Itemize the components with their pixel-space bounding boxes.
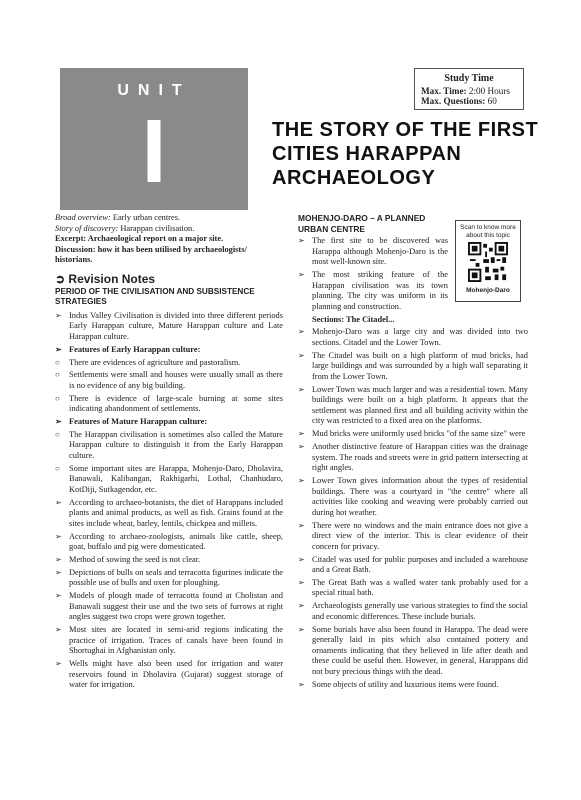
list-item — [55, 555, 283, 566]
arrow-bullet-icon: ➢ — [298, 350, 305, 360]
list-item — [298, 270, 448, 312]
arrow-bullet-icon: ➢ — [55, 310, 62, 320]
list-item-text: Some burials have also been found in Harappa. The dead were generally laid in pits which also contained pottery and ornaments indicating that they believed in life after death and these could be useful then. However, in general, Harappans did not bury precious things with the dead. — [312, 624, 528, 676]
broad-label: Broad overview: — [55, 213, 111, 222]
arrow-bullet-icon: ➢ — [298, 475, 305, 485]
circle-bullet-icon: ○ — [55, 429, 60, 439]
list-item — [55, 568, 283, 589]
max-time-row — [421, 86, 517, 96]
right-column — [298, 213, 528, 693]
list-item-text: Another distinctive feature of Harappan cities was the drainage system. The roads and streets were in grid pattern intersecting at right angles. — [312, 442, 528, 473]
list-item — [298, 429, 528, 440]
list-item-text: Lower Town was much larger and was a residential town. Many buildings were built on a high platform. It appears that the settlement was planned first and all building activity within the city was restricted to a fixed area on the platforms. — [312, 384, 528, 426]
qr-code-icon[interactable] — [468, 242, 508, 282]
intro-block — [55, 213, 283, 266]
list-item-text: The Citadel was built on a high platform of mud bricks, had large buildings and was surrounded by a high wall separating it from the Lower Town. — [312, 350, 528, 381]
arrow-bullet-icon: ➢ — [298, 327, 305, 337]
revision-notes-label: Revision Notes — [68, 271, 156, 286]
max-time-value: 2:00 Hours — [468, 86, 510, 96]
list-item-text: Mud bricks were uniformly used bricks "of the same size" were — [312, 429, 526, 439]
list-item-text: Indus Valley Civilisation is divided into three different periods Early Harappan culture, Mature Harappan culture and Late Harappan culture. — [69, 310, 283, 341]
list-item — [298, 385, 528, 427]
arrow-bullet-icon: ➢ — [298, 554, 305, 564]
list-item — [298, 625, 528, 678]
list-item — [55, 311, 283, 343]
arrow-bullet-icon: ➢ — [55, 531, 62, 541]
list-item-text: Models of plough made of terracotta found at Cholistan and Banawali suggest their use and the two sets of furrows at right angles suggest two crops were grown together. — [69, 591, 283, 622]
study-time-box — [414, 68, 524, 110]
left-column — [55, 213, 283, 693]
arrow-bullet-icon: ➢ — [298, 624, 305, 634]
list-item-text: According to archaeo-botanists, the diet of Harappans included plants and animal products, as well as fish. Grains found at the sites include wheat, barley, lentils, chickpea and millets. — [69, 497, 283, 528]
list-item — [298, 521, 528, 553]
list-item-text: The most striking feature of the Harappan civilisation was its town planning. The city was uniform in its planning and construction. — [312, 270, 448, 311]
arrow-bullet-icon: ➢ — [298, 442, 305, 451]
list-item — [55, 345, 283, 356]
broad-value: Early urban centres. — [112, 213, 181, 222]
arrow-circle-icon: ➲ — [55, 271, 66, 286]
list-item-text: The Great Bath was a walled water tank probably used for a special ritual bath. — [312, 577, 528, 598]
arrow-bullet-icon: ➢ — [55, 417, 62, 427]
arrow-bullet-icon: ➢ — [298, 520, 305, 530]
chapter-title: THE STORY OF THE FIRST CITIES HARAPPAN ARCHAEOLOGY — [272, 119, 539, 189]
discussion-text: Discussion: how it has been utilised by archaeologists/ historians. — [55, 244, 247, 265]
max-time-label: Max. Time: — [421, 86, 467, 96]
list-item — [298, 680, 528, 691]
unit-number: I — [141, 102, 167, 202]
list-item — [55, 464, 283, 496]
right-notes-list — [298, 327, 528, 690]
arrow-bullet-icon: ➢ — [298, 429, 305, 439]
list-item-text: Lower Town gives information about the types of residential buildings. There was a courtyard in "the centre" where all activities like cooking and weaving were probably carried out during hot weather. — [312, 475, 528, 517]
list-item-text: Some important sites are Harappa, Mohenjo-Daro, Dholavira, Banawali, Kalibangan, Rakhigarhi, Lothal, Chanhudaro, KotDiji, Sutkagendor, etc. — [69, 463, 283, 494]
study-time-title: Study Time — [444, 73, 494, 84]
list-item-text: The Harappan civilisation is sometimes also called the Mature Harappan culture to distinguish it from the Early Harappan culture. — [69, 429, 283, 460]
mohenjo-heading: MOHENJO-DARO – A PLANNED URBAN CENTRE — [298, 213, 426, 234]
circle-bullet-icon: ○ — [55, 393, 60, 403]
unit-label: UNIT — [117, 82, 191, 99]
arrow-bullet-icon: ➢ — [55, 555, 62, 565]
arrow-bullet-icon: ➢ — [298, 577, 305, 587]
list-item-text: Citadel was used for public purposes and included a warehouse and a Great Bath. — [312, 554, 528, 575]
list-item-text: Archaeologists generally use various strategies to find the social and economic differences. These include burials. — [312, 601, 528, 621]
arrow-bullet-icon: ➢ — [55, 659, 62, 669]
list-item — [55, 625, 283, 657]
max-questions-row — [421, 96, 517, 106]
list-item — [55, 532, 283, 553]
list-item-text: Most sites are located in semi-arid regions indicating the practice of irrigation. Traces of canals have been found in Shortughai in Afghanistan only. — [69, 625, 283, 656]
right-top-list — [298, 236, 448, 312]
list-item — [55, 591, 283, 623]
max-questions-value: 60 — [487, 96, 497, 106]
list-item-text: The first site to be discovered was Harappa although Mohenjo-Daro is the most well-known site. — [312, 236, 448, 267]
list-item-text: Wells might have also been used for irrigation and water reservoirs found in Dholavira (Gujarat) suggest storage of water for irrigation. — [69, 659, 283, 690]
excerpt-text: Excerpt: Archaeological report on a major site. — [55, 234, 224, 244]
arrow-bullet-icon: ➢ — [55, 344, 62, 354]
list-item — [55, 370, 283, 391]
arrow-bullet-icon: ➢ — [298, 270, 305, 280]
max-questions-label: Max. Questions: — [421, 96, 486, 106]
arrow-bullet-icon: ➢ — [55, 567, 62, 577]
qr-panel[interactable] — [455, 220, 521, 302]
list-item — [55, 659, 283, 691]
arrow-bullet-icon: ➢ — [298, 679, 305, 689]
list-item-text: According to archaeo-zoologists, animals like cattle, sheep, goat, buffalo and pig were domesticated. — [69, 531, 283, 552]
arrow-bullet-icon: ➢ — [298, 601, 305, 611]
list-item — [55, 498, 283, 530]
list-item-text: Features of Early Harappan culture: — [69, 344, 201, 354]
list-item-text: Settlements were small and houses were usually small as there is no evidence of any big building. — [69, 370, 283, 390]
list-item — [298, 578, 528, 599]
list-item — [298, 236, 448, 268]
circle-bullet-icon: ○ — [55, 463, 60, 473]
list-item — [298, 442, 528, 474]
list-item — [55, 417, 283, 428]
story-value: Harappan civilisation. — [120, 223, 195, 233]
list-item-text: Depictions of bulls on seals and terracotta figurines indicate the possible use of bulls and oxen for ploughing. — [69, 567, 283, 588]
list-item — [298, 555, 528, 576]
left-notes-list — [55, 311, 283, 691]
list-item — [298, 476, 528, 518]
list-item — [55, 394, 283, 415]
unit-banner — [60, 68, 248, 210]
circle-bullet-icon: ○ — [55, 370, 60, 380]
list-item-text: There were no windows and the main entrance does not give a direct view of the interior. This is clear evidence of their concern for privacy. — [312, 520, 528, 551]
list-item-text: Features of Mature Harappan culture: — [69, 417, 208, 427]
arrow-bullet-icon: ➢ — [55, 591, 62, 601]
list-item-text: There is evidence of large-scale burning at some sites indicating abandonment of settlements. — [69, 393, 283, 414]
arrow-bullet-icon: ➢ — [55, 497, 62, 507]
list-item-text: Some objects of utility and luxurious items were found. — [312, 679, 499, 689]
list-item-text: There are evidences of agriculture and pastoralism. — [69, 357, 241, 367]
arrow-bullet-icon: ➢ — [298, 384, 305, 394]
sections-label: Sections: The Citadel... — [312, 314, 395, 324]
arrow-bullet-icon: ➢ — [55, 625, 62, 635]
qr-caption-bottom: Mohenjo-Daro — [466, 286, 510, 294]
story-label: Story of discovery: — [55, 223, 119, 233]
list-item — [55, 358, 283, 369]
list-item — [298, 601, 528, 622]
list-item — [298, 351, 528, 383]
list-item-text: Mohenjo-Daro was a large city and was divided into two sections. Citadel and the Lower Town. — [312, 327, 528, 347]
list-item — [298, 327, 528, 348]
period-heading: PERIOD OF THE CIVILISATION AND SUBSISTENCE STRATEGIES — [55, 286, 255, 307]
revision-notes-heading — [55, 271, 283, 286]
arrow-bullet-icon: ➢ — [298, 236, 305, 246]
list-item-text: Method of sowing the seed is not clear. — [69, 555, 201, 565]
circle-bullet-icon: ○ — [55, 357, 60, 367]
qr-caption-top: Scan to know more about this topic — [460, 224, 516, 239]
list-item — [55, 430, 283, 462]
